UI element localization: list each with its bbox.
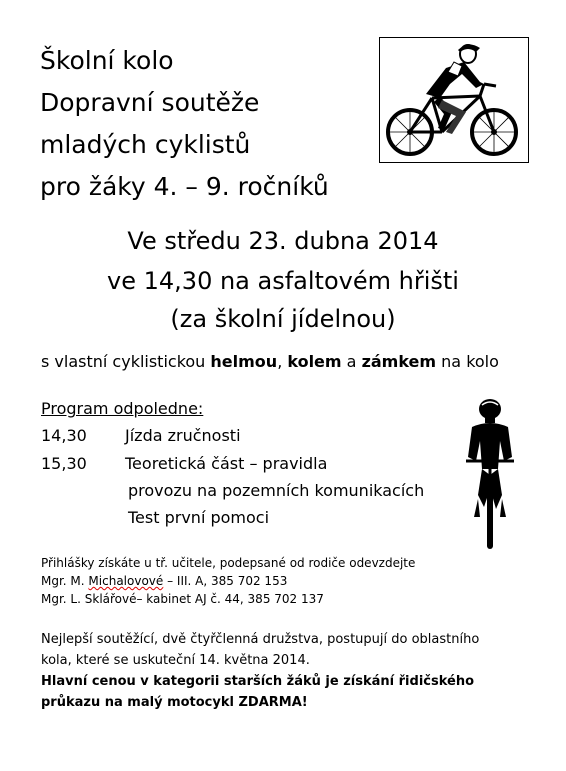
- date-line: Ve středu 23. dubna 2014: [127, 227, 439, 255]
- prize-line-2-text: průkazu na malý motocykl ZDARMA!: [41, 695, 308, 710]
- title-line-1: Školní kolo: [40, 46, 174, 75]
- program-item-1-time: 14,30: [41, 426, 87, 445]
- cyclist-side-illustration: [379, 37, 529, 163]
- equipment-helmet: helmou: [210, 352, 278, 371]
- title-line-3: mladých cyklistů: [40, 130, 251, 159]
- program-item-2-time: 15,30: [41, 454, 87, 473]
- program-continuation-2: Test první pomoci: [128, 508, 270, 527]
- equipment-prefix: s vlastní cyklistickou: [41, 352, 211, 371]
- prize-line-1-text: Hlavní cenou v kategorii starších žáků je získání řidičského: [41, 674, 475, 689]
- cyclist-side-icon: [380, 38, 528, 162]
- equipment-bike: kolem: [287, 352, 342, 371]
- registration-teacher-name: Michalovové: [88, 574, 164, 588]
- equipment-sep-1: ,: [277, 352, 288, 371]
- location-note-line: (za školní jídelnou): [170, 305, 396, 333]
- results-line-1: Nejlepší soutěžící, dvě čtyřčlenná družstva, postupují do oblastního: [41, 632, 480, 647]
- title-line-2: Dopravní soutěže: [40, 88, 260, 117]
- title-line-4: pro žáky 4. – 9. ročníků: [40, 172, 329, 201]
- program-continuation-1: provozu na pozemních komunikacích: [128, 481, 425, 500]
- equipment-lock: zámkem: [361, 352, 437, 371]
- prize-line-2: [41, 695, 308, 710]
- prize-line-1: [41, 674, 474, 689]
- registration-line-2-prefix: Mgr. M.: [41, 574, 89, 588]
- results-line-2: kola, které se uskuteční 14. května 2014.: [41, 653, 310, 668]
- time-place-line: ve 14,30 na asfaltovém hřišti: [107, 267, 459, 295]
- equipment-suffix: na kolo: [436, 352, 499, 371]
- registration-line-2: [41, 574, 287, 588]
- cyclist-front-icon: [458, 395, 522, 553]
- registration-line-3: Mgr. L. Sklářové– kabinet AJ č. 44, 385 702 137: [41, 592, 324, 606]
- program-heading: Program odpoledne:: [41, 399, 204, 418]
- equipment-line: [41, 352, 499, 371]
- registration-line-2-rest: – III. A, 385 702 153: [163, 574, 288, 588]
- equipment-sep-2: a: [341, 352, 362, 371]
- program-item-2-text: Teoretická část – pravidla: [125, 454, 328, 473]
- registration-line-1: Přihlášky získáte u tř. učitele, podepsané od rodiče odevzdejte: [41, 556, 416, 570]
- cyclist-front-illustration: [458, 395, 522, 553]
- program-item-1-text: Jízda zručnosti: [125, 426, 241, 445]
